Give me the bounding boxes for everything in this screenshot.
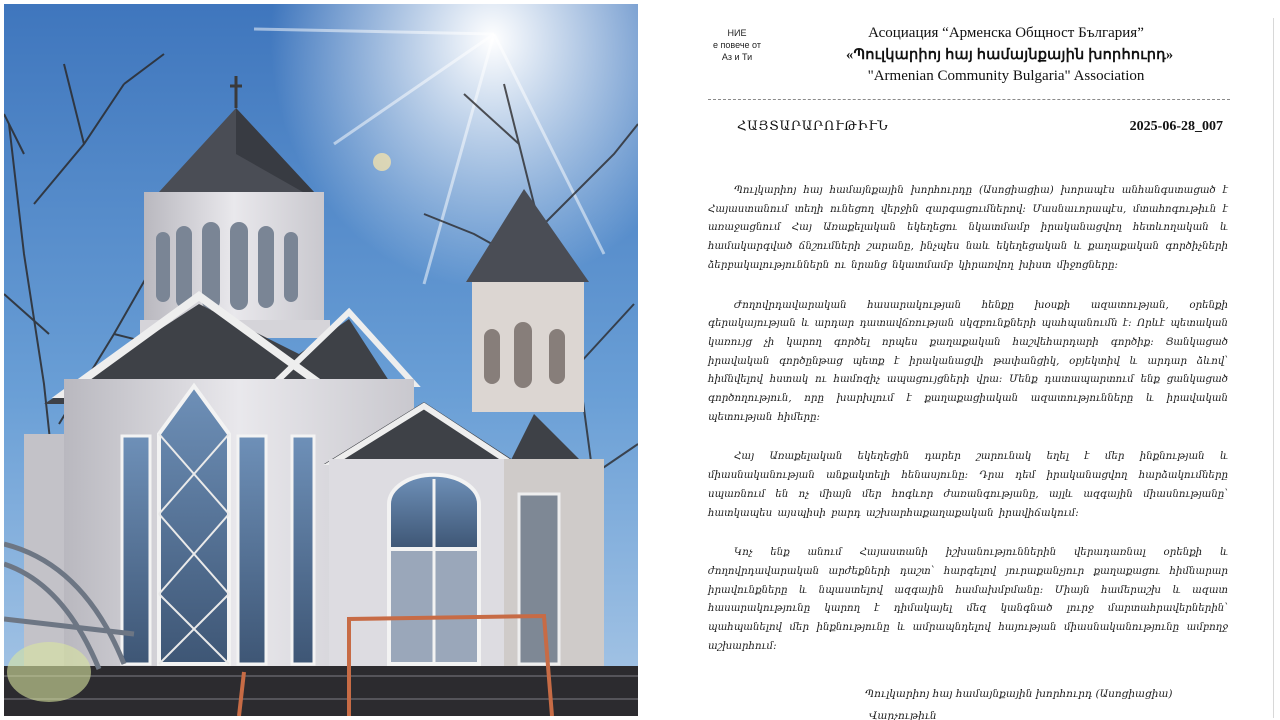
paragraph: Կոչ ենք անում Հայաստանի իշխանություններին վերադառնալ օրենքի և ժողովրդավարական արժեքների դաշտ՝ հարգելով յուրաքանչյուր քաղաքացու հիմնարար իրավունքները և նպաստելով ազգային համախմբմանը: Միայն համերաշխ և ազատ հասարակությունը կարող է դիմակայել մեզ կանգնած լուրջ մարտահրավերներին՝ պահպանելով մեր ինքնությունը և ամրապնդելով հայության միասնականությունը ամբողջ աշխարհում:: [708, 547, 1228, 652]
church-illustration: [4, 4, 638, 716]
document-body: [708, 182, 1228, 677]
header-bulgarian: Асоциация “Арменска Общност България”: [868, 25, 1144, 41]
logo-line-1: НИЕ: [727, 28, 747, 38]
page-edge: [1273, 18, 1274, 718]
logo-line-2: е повече от: [713, 40, 761, 50]
header-english: "Armenian Community Bulgaria" Association: [867, 68, 1145, 84]
signature-board: Վարչութիւն: [869, 710, 937, 720]
document-number: 2025-06-28_007: [1129, 119, 1223, 134]
paragraph: Պուլկարիոյ հայ համայնքային խորհուրդը (Ասոցիացիա) խորապէս անհանգստացած է Հայաստանում տեղի ունեցող վերջին զարգացումներով: Մասնաւորապէս, մտահոգութիւն է առաջացնում Հայ Առաքելական եկեղեցու նկատմամբ իրականացվող հետևողական և համակարգված ճնշումների շարանը, ինչպես նաև եկեղեցական և քաղաքական գործիչների ձերբակալություններն ու նրանց նկատմամբ կիրառվող խիստ միջոցները:: [708, 185, 1228, 271]
paragraph: Ժողովրդավարական հասարակության հենքը խօսքի ազատության, օրենքի գերակայության և արդար դատավճռության սկզբունքների պահպանումն է: Որևէ պետական կառույց չի կարող գործել որպես քաղաքական հաշվեհարդարի գործիք: Ցանկացած իրավական գործընթաց պետք է իրականացվի թափանցիկ, օբյեկտիվ և արդար ձևով՝ հիմնվելով հստակ ու համոզիչ ապացույցների վրա: Մենք դատապարտում ենք ցանկացած գործողություն, որը խարխլում է քաղաքացիական ազատությունները և իրավական պետության հիմերը:: [708, 299, 1228, 423]
signature-org: Պուլկարիոյ հայ համայնքային խորհուրդ (Ասոցիացիա): [865, 688, 1173, 700]
logo-line-3: Аз и Ти: [721, 52, 753, 62]
association-logo: [711, 27, 763, 63]
header-armenian: «Պուլկարիոյ հայ համայնքային խորհուրդ»: [846, 47, 1174, 63]
church-photo: [4, 4, 638, 716]
statement-document: [641, 0, 1280, 720]
paragraph: Հայ Առաքելական եկեղեցին դարեր շարունակ եղել է մեր ինքնության և միասնականության անքակտելի հենասյունը: Դրա դեմ իրականացվող հարձակումները սպառնում են ոչ միայն մեր հոգևոր ժառանգությանը, այլև ազգային միասնությանը՝ հատկապես այսպիսի բարդ աշխարհաքաղաքական իրավիճակում:: [708, 451, 1228, 519]
document-title: ՀԱՅՏԱՐԱՐՈՒԹԻՒՆ: [737, 119, 889, 134]
header-divider: [708, 99, 1230, 100]
